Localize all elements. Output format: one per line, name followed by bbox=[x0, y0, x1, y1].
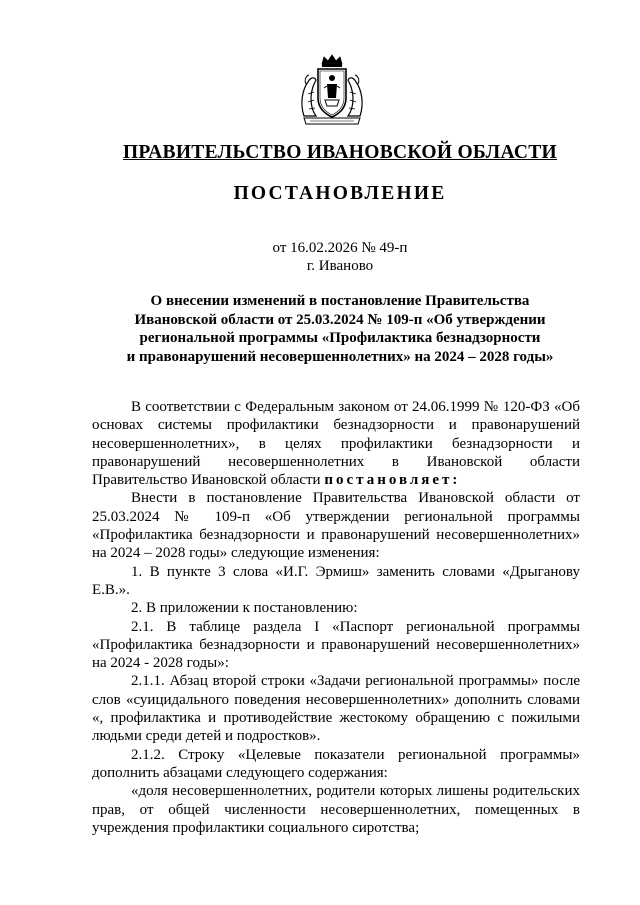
subject-line: О внесении изменений в постановление Правительства bbox=[150, 293, 530, 309]
body-paragraph: 1. В пункте 3 слова «И.Г. Эрмиш» заменить словами «Дрыганову Е.В.». bbox=[92, 563, 580, 598]
subject-line: Ивановской области от 25.03.2024 № 109-п «Об утверждении bbox=[134, 311, 546, 328]
subject-line: и правонарушений несовершеннолетних» на 2024 – 2028 годы» bbox=[126, 348, 554, 365]
body-paragraph: Внести в постановление Правительства Ивановской области от 25.03.2024 № 109-п «Об утверждении региональной программы «Профилактика безнадзорности и правонарушений несовершеннолетних» на 2024 – 2028 годы» следующие изменения: bbox=[92, 490, 580, 562]
body-paragraph: «доля несовершеннолетних, родители которых лишены родительских прав, от общей численности несовершеннолетних, помещенных в учреждения профилактики социального сиротства; bbox=[92, 783, 580, 836]
date-number: от 16.02.2026 № 49-п bbox=[272, 240, 408, 256]
document-body bbox=[92, 398, 580, 837]
body-paragraph: 2.1. В таблице раздела I «Паспорт региональной программы «Профилактика безнадзорности и правонарушений несовершеннолетних» на 2024 - 2028 годы»: bbox=[92, 618, 580, 672]
city: г. Иваново bbox=[306, 258, 374, 274]
body-paragraph: 2.1.1. Абзац второй строки «Задачи региональной программы» после слов «суицидального поведения несовершеннолетних» дополнить словами «, профилактика и противодействие жестокому обращению с пожилыми людьми среди детей и подростков». bbox=[92, 673, 580, 745]
document-type: ПОСТАНОВЛЕНИЕ bbox=[233, 183, 447, 204]
preamble-paragraph bbox=[92, 398, 580, 489]
decrees-word: постановляет: bbox=[324, 472, 461, 489]
subject-line: региональной программы «Профилактика безнадзорности bbox=[139, 330, 541, 346]
coat-of-arms-icon bbox=[296, 54, 368, 128]
preamble-text: В соответствии с Федеральным законом от 24.06.1999 № 120-ФЗ «Об основах системы профилактики безнадзорности и правонарушений несовершеннолетних», в целях профилактики безнадзорности и правонарушений несовершеннолетних в Ивановской области Правительство Ивановской области bbox=[92, 399, 580, 489]
body-paragraph: 2.1.2. Строку «Целевые показатели региональной программы» дополнить абзацами следующего содержания: bbox=[92, 746, 580, 781]
body-paragraph: 2. В приложении к постановлению: bbox=[131, 600, 358, 617]
document-subject bbox=[60, 292, 620, 366]
government-name: ПРАВИТЕЛЬСТВО ИВАНОВСКОЙ ОБЛАСТИ bbox=[122, 142, 558, 163]
